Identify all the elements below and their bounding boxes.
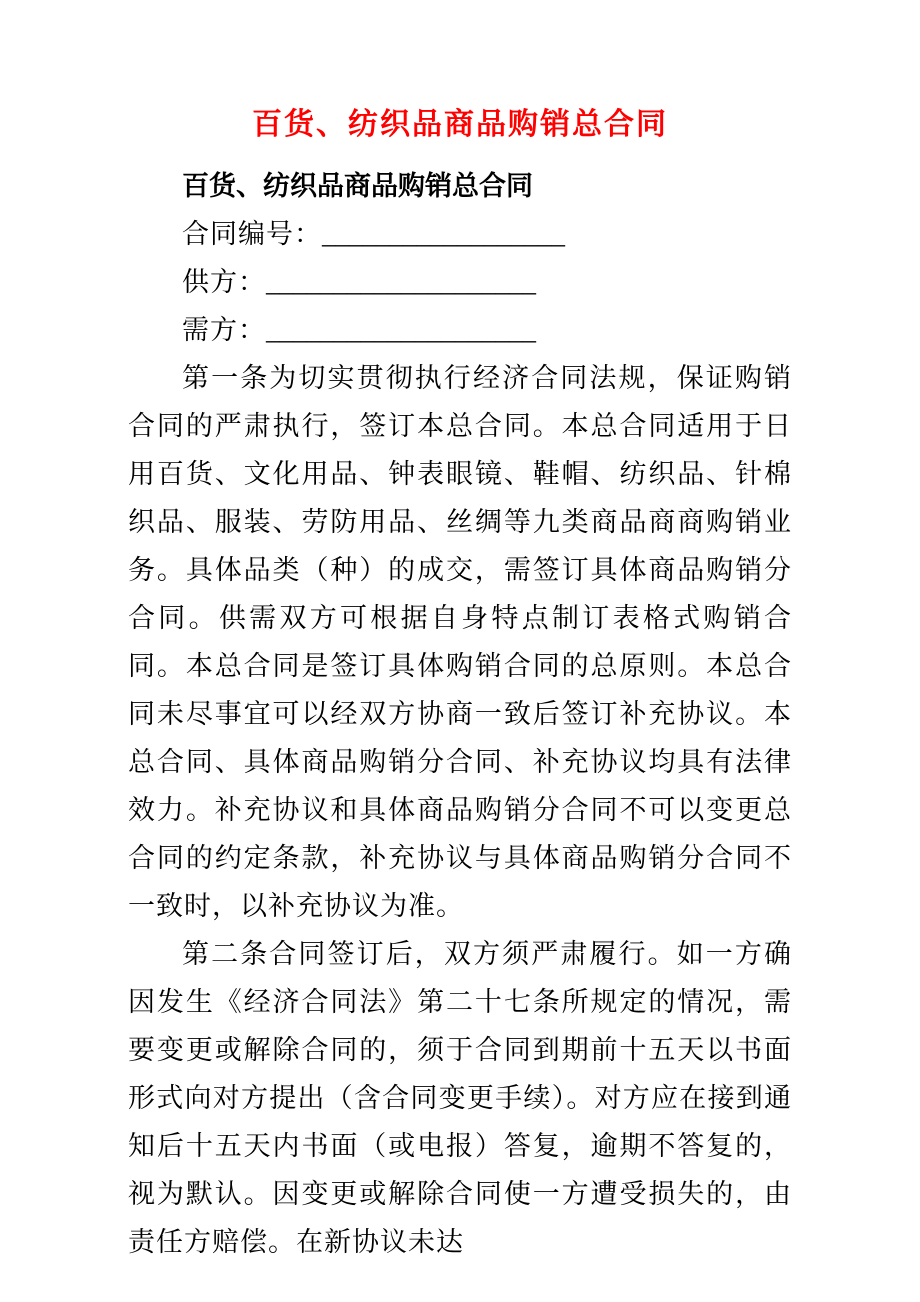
contract-number-line (128, 210, 792, 258)
contract-number-label: 合同编号： (182, 219, 322, 249)
supplier-blank: ____________________ (266, 267, 536, 297)
supplier-line (128, 258, 792, 306)
clause-1-paragraph: 第一条为切实贯彻执行经济合同法规，保证购销合同的严肃执行，签订本总合同。本总合同适用于日用百货、文化用品、钟表眼镜、鞋帽、纺织品、针棉织品、服装、劳防用品、丝绸等九类商品商商购销业务。具体品类（种）的成交，需签订具体商品购销分合同。供需双方可根据自身特点制订表格式购销合同。本总合同是签订具体购销合同的总原则。本总合同未尽事宜可以经双方协商一致后签订补充协议。本总合同、具体商品购销分合同、补充协议均具有法律效力。补充协议和具体商品购销分合同不可以变更总合同的约定条款，补充协议与具体商品购销分合同不一致时，以补充协议为准。 (128, 363, 792, 921)
contract-number-blank: __________________ (322, 219, 565, 249)
supplier-label: 供方： (182, 267, 266, 297)
doc-subtitle: 百货、纺织品商品购销总合同 (182, 171, 533, 201)
doc-title: 百货、纺织品商品购销总合同 (252, 108, 668, 141)
buyer-blank: ____________________ (266, 315, 536, 345)
clause-2-paragraph: 第二条合同签订后，双方须严肃履行。如一方确因发生《经济合同法》第二十七条所规定的情况，需要变更或解除合同的，须于合同到期前十五天以书面形式向对方提出（含合同变更手续）。对方应在接到通知后十五天内书面（或电报）答复，逾期不答复的，视为默认。因变更或解除合同使一方遭受损失的，由责任方赔偿。在新协议未达 (128, 939, 792, 1257)
buyer-label: 需方： (182, 315, 266, 345)
buyer-line (128, 306, 792, 354)
